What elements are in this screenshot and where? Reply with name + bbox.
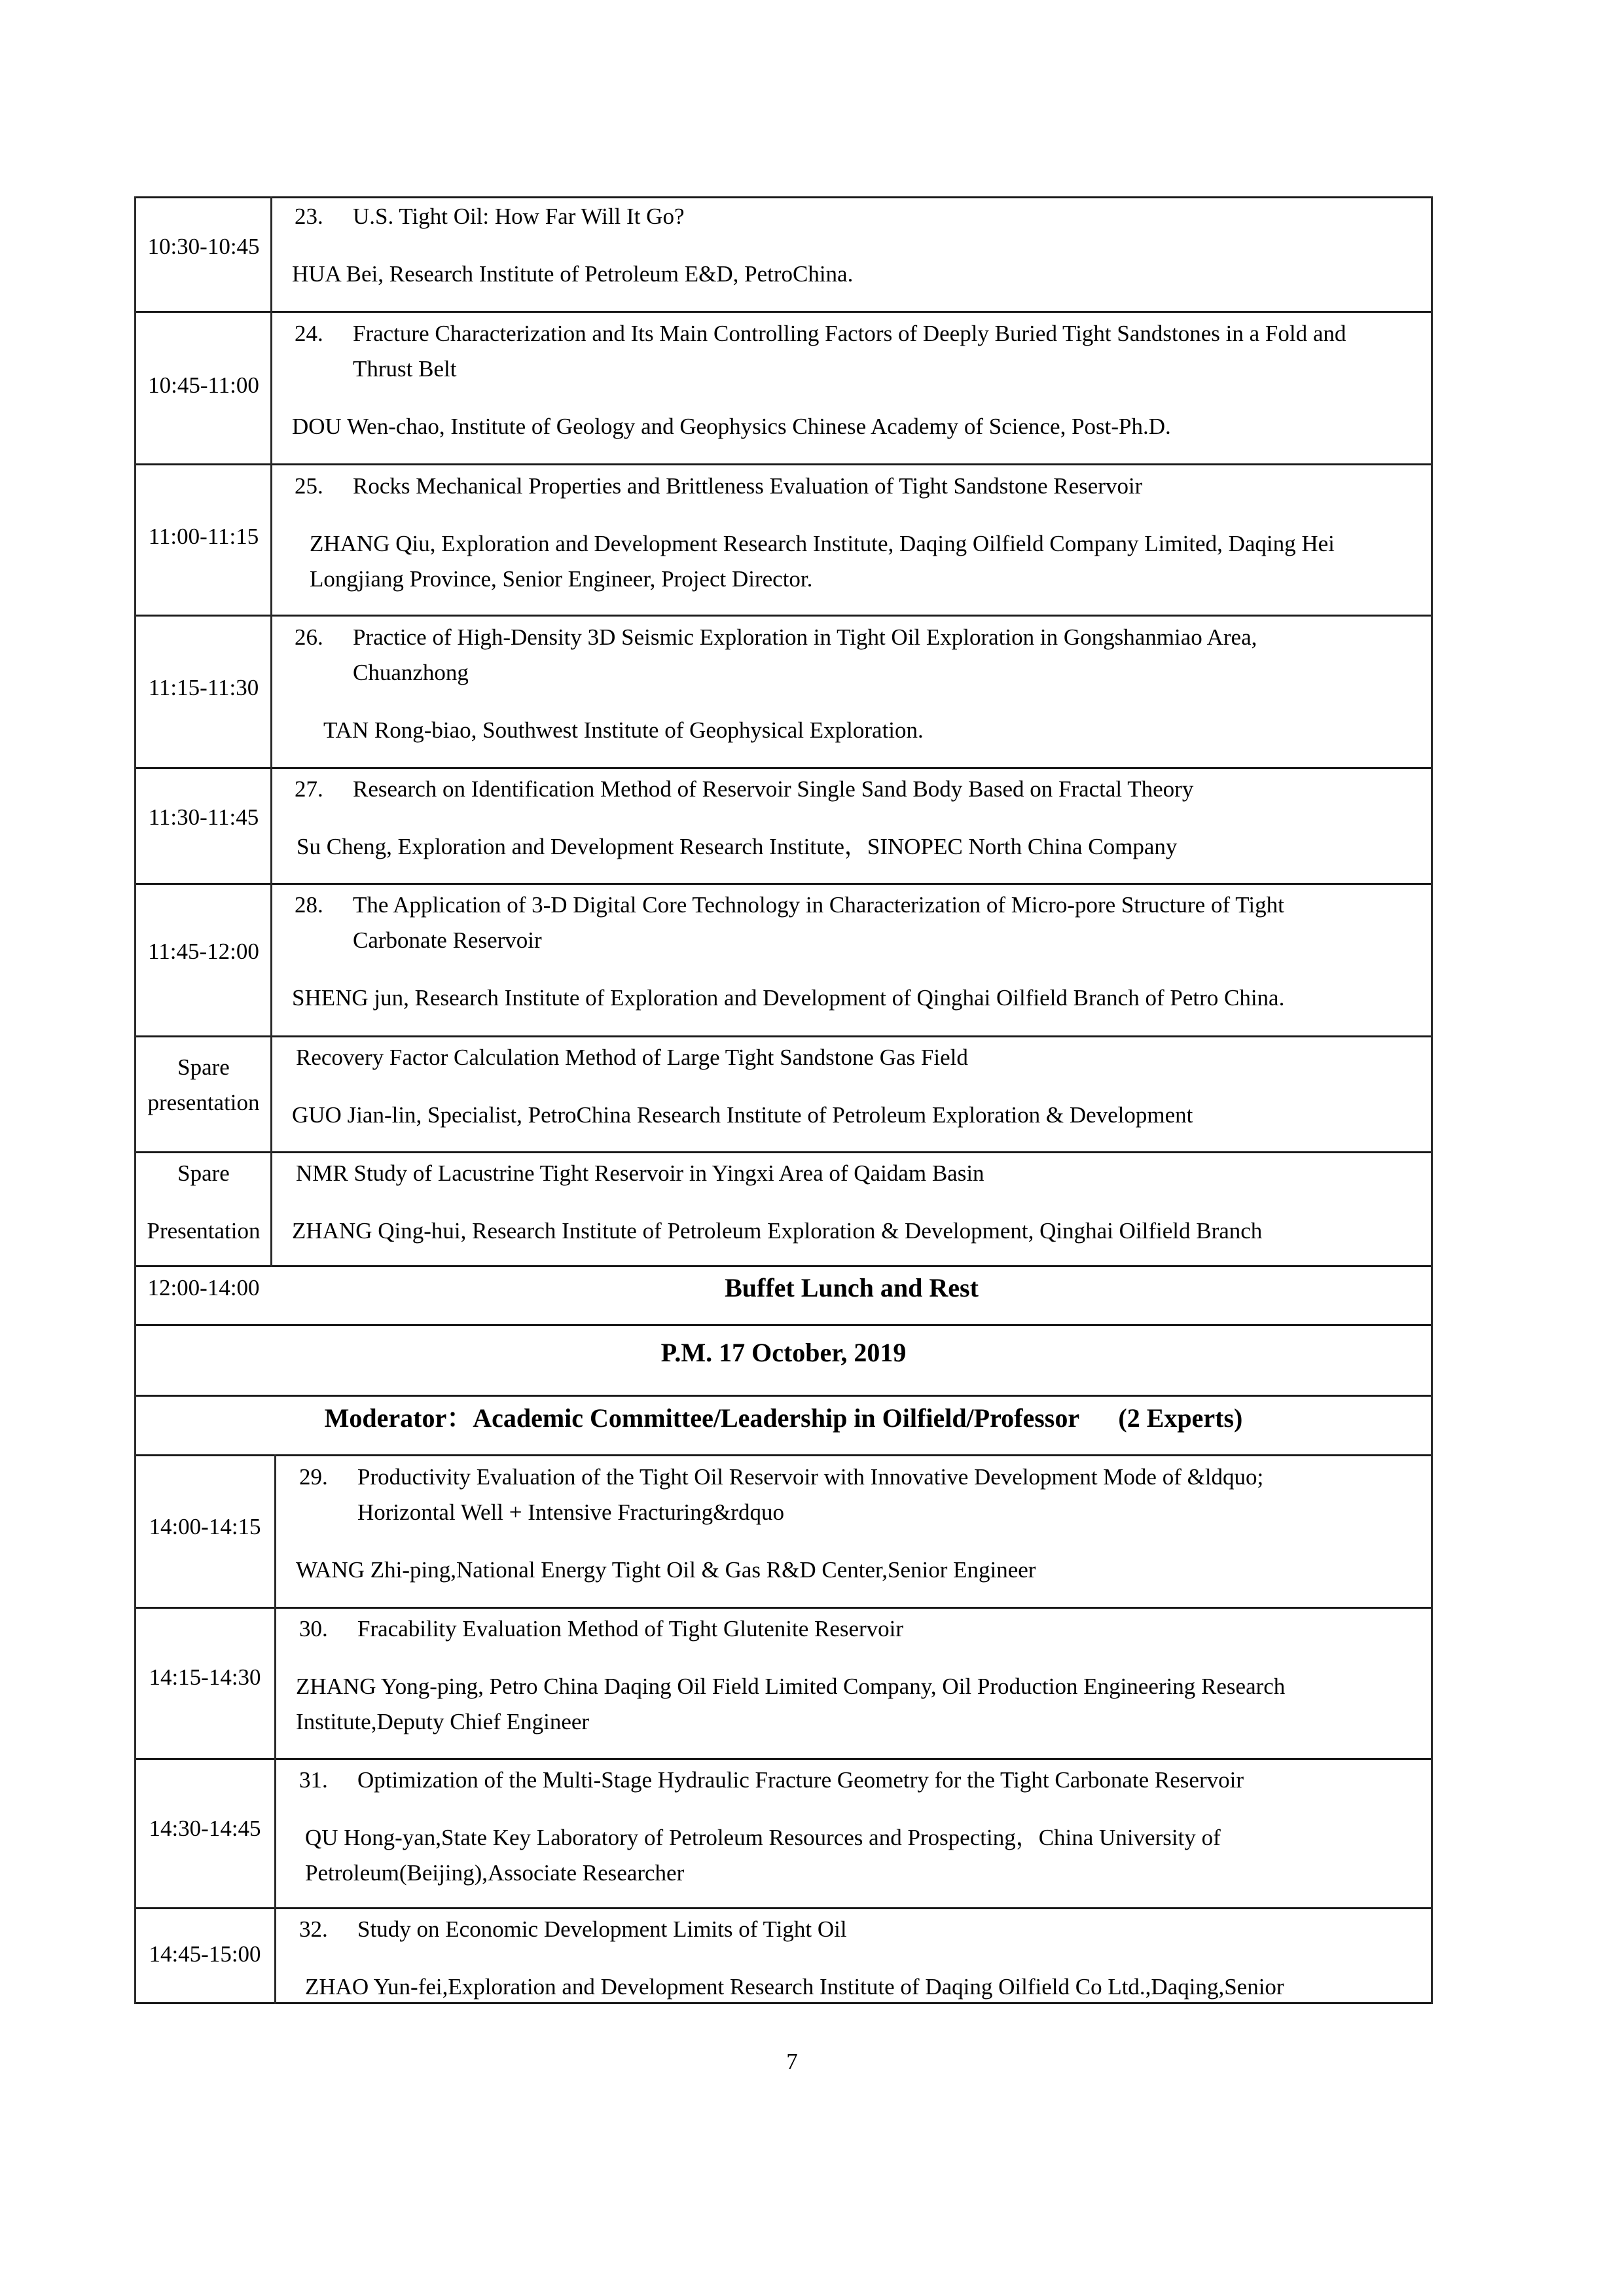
talk-author: Su Cheng, Exploration and Development Research Institute，SINOPEC North China Company	[297, 834, 1178, 859]
talk-number: 29.	[299, 1464, 328, 1490]
talk-title-cont: Thrust Belt	[353, 356, 457, 382]
talk-author-cont: Petroleum(Beijing),Associate Researcher	[305, 1860, 685, 1886]
talk-number: 23.	[295, 204, 323, 229]
talk-author: WANG Zhi-ping,National Energy Tight Oil & Gas R&D Center,Senior Engineer	[296, 1557, 1036, 1583]
talk-author-cont: Institute,Deputy Chief Engineer	[296, 1709, 590, 1734]
time-slot: 11:30-11:45	[148, 804, 259, 830]
time-slot: 11:15-11:30	[148, 675, 259, 700]
time-slot: 10:45-11:00	[148, 372, 259, 398]
talk-number: 31.	[299, 1767, 328, 1793]
page-number: 7	[786, 2049, 798, 2074]
talk-title: Study on Economic Development Limits of Tight Oil	[357, 1916, 847, 1942]
row-divider	[135, 1454, 1432, 1456]
talk-title: Fracture Characterization and Its Main Controlling Factors of Deeply Buried Tight Sandstones in a Fold and	[353, 321, 1346, 346]
talk-author: ZHAO Yun-fei,Exploration and Development Research Institute of Daqing Oilfield Co Ltd.,Daqing,Senior	[305, 1974, 1284, 2000]
row-divider	[135, 1265, 1432, 1267]
talk-author: ZHANG Yong-ping, Petro China Daqing Oil Field Limited Company, Oil Production Engineering Research	[296, 1674, 1286, 1699]
talk-author: GUO Jian-lin, Specialist, PetroChina Research Institute of Petroleum Exploration & Development	[292, 1102, 1193, 1128]
talk-number: 26.	[295, 624, 323, 650]
talk-title: Research on Identification Method of Reservoir Single Sand Body Based on Fractal Theory	[353, 776, 1194, 802]
row-divider	[135, 463, 1432, 465]
talk-title: NMR Study of Lacustrine Tight Reservoir in Yingxi Area of Qaidam Basin	[296, 1160, 984, 1186]
talk-title: U.S. Tight Oil: How Far Will It Go?	[353, 204, 685, 229]
time-slot: 14:00-14:15	[149, 1514, 261, 1539]
talk-author: HUA Bei, Research Institute of Petroleum E&D, PetroChina.	[292, 261, 854, 287]
time-slot: 10:30-10:45	[147, 234, 260, 259]
time-slot: 11:45-12:00	[148, 939, 259, 964]
time-slot: 12:00-14:00	[147, 1275, 260, 1300]
talk-number: 25.	[295, 473, 323, 499]
session-header: P.M. 17 October, 2019	[660, 1338, 907, 1367]
talk-number: 24.	[295, 321, 323, 346]
talk-number: 32.	[299, 1916, 328, 1942]
time-slot: 14:15-14:30	[149, 1664, 261, 1690]
time-slot-line: presentation	[147, 1090, 260, 1115]
row-divider	[135, 1607, 1432, 1609]
talk-author: ZHANG Qiu, Exploration and Development Research Institute, Daqing Oilfield Company Limited, Daqing Hei	[310, 531, 1335, 556]
row-divider	[135, 1758, 1432, 1760]
talk-author: SHENG jun, Research Institute of Exploration and Development of Qinghai Oilfield Branch of Petro China.	[292, 985, 1285, 1011]
column-divider	[274, 1454, 276, 2004]
talk-number: 27.	[295, 776, 323, 802]
talk-number: 30.	[299, 1616, 328, 1641]
time-slot: 11:00-11:15	[148, 524, 259, 549]
talk-title-cont: Horizontal Well + Intensive Fracturing&rdquo	[357, 1499, 784, 1525]
talk-title-cont: Carbonate Reservoir	[353, 927, 542, 953]
time-slot-line: Spare	[177, 1160, 230, 1186]
time-slot: 14:30-14:45	[149, 1816, 261, 1841]
time-slot-line: Presentation	[147, 1218, 261, 1244]
talk-title: Fracability Evaluation Method of Tight Glutenite Reservoir	[357, 1616, 904, 1641]
talk-title: The Application of 3-D Digital Core Technology in Characterization of Micro-pore Structure of Tight	[353, 892, 1284, 918]
row-divider	[135, 883, 1432, 885]
lunch-label: Buffet Lunch and Rest	[725, 1273, 979, 1302]
talk-title: Optimization of the Multi-Stage Hydraulic Fracture Geometry for the Tight Carbonate Reservoir	[357, 1767, 1244, 1793]
talk-author-cont: Longjiang Province, Senior Engineer, Project Director.	[310, 566, 813, 592]
talk-author: TAN Rong-biao, Southwest Institute of Geophysical Exploration.	[323, 717, 924, 743]
table-border-right	[1431, 196, 1433, 2004]
row-divider	[135, 1907, 1432, 1909]
row-divider	[135, 767, 1432, 769]
table-border-top	[135, 196, 1432, 198]
talk-title: Rocks Mechanical Properties and Brittleness Evaluation of Tight Sandstone Reservoir	[353, 473, 1143, 499]
talk-title: Practice of High-Density 3D Seismic Exploration in Tight Oil Exploration in Gongshanmiao Area,	[353, 624, 1257, 650]
talk-author: DOU Wen-chao, Institute of Geology and Geophysics Chinese Academy of Science, Post-Ph.D.	[292, 414, 1171, 439]
talk-author: ZHANG Qing-hui, Research Institute of Petroleum Exploration & Development, Qinghai Oilfield Branch	[292, 1218, 1263, 1244]
talk-author: QU Hong-yan,State Key Laboratory of Petroleum Resources and Prospecting，China University of	[305, 1825, 1221, 1850]
row-divider	[135, 1395, 1432, 1397]
row-divider	[135, 1324, 1432, 1326]
time-slot: 14:45-15:00	[149, 1941, 261, 1967]
row-divider	[135, 1151, 1432, 1153]
row-divider	[135, 615, 1432, 617]
row-divider	[135, 311, 1432, 313]
time-slot-line: Spare	[177, 1054, 230, 1080]
talk-title: Productivity Evaluation of the Tight Oil Reservoir with Innovative Development Mode of &ldquo;	[357, 1464, 1264, 1490]
row-divider	[135, 1035, 1432, 1037]
talk-number: 28.	[295, 892, 323, 918]
moderator-line: Moderator：Academic Committee/Leadership in Oilfield/Professor (2 Experts)	[324, 1403, 1243, 1433]
talk-title-cont: Chuanzhong	[353, 660, 469, 685]
talk-title: Recovery Factor Calculation Method of Large Tight Sandstone Gas Field	[296, 1045, 968, 1070]
